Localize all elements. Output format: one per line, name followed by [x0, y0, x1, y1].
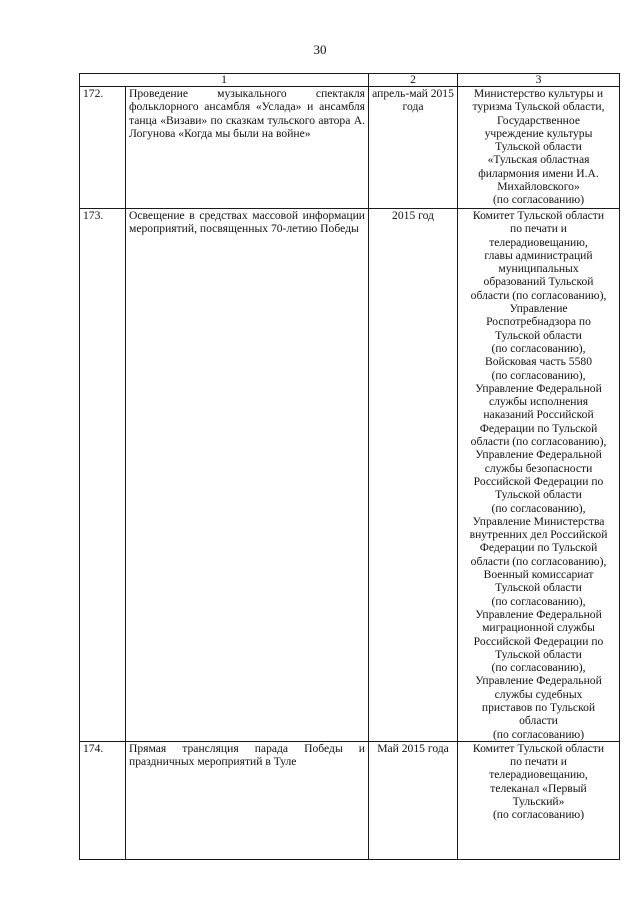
executor-line: (по согласованию), [491, 661, 586, 675]
executor-line: Управление [509, 302, 568, 316]
executor-line: по печати и [510, 755, 568, 769]
executor-line: учреждение культуры [484, 126, 593, 140]
executor-line: Российской Федерации по [473, 474, 604, 488]
executor-line: Михайловского» [497, 180, 580, 194]
executor-line: муниципальных [498, 262, 579, 276]
executor-line: Комитет Тульской области [472, 741, 605, 755]
executor-line: внутренних дел Российской [469, 528, 608, 542]
executor-line: миграционной службы [482, 621, 595, 635]
executor-line: службы судебных [494, 687, 583, 701]
executor-line: (по согласованию), [491, 368, 586, 382]
event-date: 2015 год [369, 209, 458, 742]
executor-line: Войсковая часть 5580 [485, 355, 592, 369]
page-number: 30 [313, 42, 327, 57]
executor-line: филармония имени И.А. [478, 166, 599, 180]
executor-line: (по согласованию), [491, 594, 586, 608]
executor-line: службы исполнения [488, 395, 589, 409]
table-row [80, 741, 620, 859]
executor-line: Военный комиссариат [483, 568, 594, 582]
executor-line: Роспотребнадзора по [486, 315, 591, 329]
executor-line: Управление Федеральной [475, 607, 602, 621]
executor-line: образований Тульской [483, 275, 594, 289]
executor-line: Управление Федеральной [475, 381, 602, 395]
table-row [80, 209, 620, 742]
executor-line: Тульской области [495, 140, 582, 154]
executor-line: телеканал «Первый [490, 781, 587, 795]
row-number: 172. [80, 87, 126, 209]
executor-line: Управление Министерства [472, 514, 605, 528]
executor-line: Государственное [497, 113, 580, 127]
executor-line: службы безопасности [484, 461, 593, 475]
event-date: апрель-май 2015 года [369, 87, 458, 209]
executor-line: (по согласованию), [491, 501, 586, 515]
executor-line: Тульской области [495, 328, 582, 342]
executor-line: Федерации по Тульской [479, 421, 598, 435]
executor-line: наказаний Российской [483, 408, 594, 422]
executor-line: по печати и [510, 222, 568, 236]
event-name: Прямая трансляция парада Победы и праздничных мероприятий в Туле [126, 741, 369, 859]
column-number-1: 1 [80, 74, 369, 87]
executor-line: области (по согласованию), [470, 554, 607, 568]
executor-line: туризма Тульской области, [472, 100, 605, 114]
executor-line: (по согласованию) [492, 727, 585, 741]
column-number-2: 2 [369, 74, 458, 87]
row-number: 174. [80, 741, 126, 859]
executor-line: Тульский» [512, 795, 565, 809]
executor-line: Российской Федерации по [473, 634, 604, 648]
executor-line: «Тульская областная [487, 153, 590, 167]
executor-line: телерадиовещанию, [489, 768, 588, 782]
column-number-row [80, 74, 620, 87]
executor-line: области (по согласованию), [470, 435, 607, 449]
executor-line: приставов по Тульской [481, 700, 596, 714]
executor-line: Тульской области [495, 581, 582, 595]
events-table [79, 73, 620, 860]
executor-line: Тульской области [495, 488, 582, 502]
table-row [80, 87, 620, 209]
column-number-3: 3 [458, 74, 620, 87]
event-executors [458, 87, 620, 209]
executor-line: телерадиовещанию, [489, 235, 588, 249]
executor-line: Тульской области [495, 647, 582, 661]
executor-line: (по согласованию) [492, 808, 585, 822]
row-number: 173. [80, 209, 126, 742]
executor-line: (по согласованию), [491, 341, 586, 355]
executor-line: Министерство культуры и [473, 87, 604, 100]
executor-line: Управление Федеральной [475, 448, 602, 462]
executor-line: Федерации по Тульской [479, 541, 598, 555]
executor-line: (по согласованию) [492, 193, 585, 207]
executor-line: Комитет Тульской области [472, 209, 605, 222]
executor-line: области [519, 714, 558, 728]
event-executors [458, 209, 620, 742]
event-name: Освещение в средствах массовой информации мероприятий, посвященных 70-летию Победы [126, 209, 369, 742]
event-executors [458, 741, 620, 859]
executor-line: главы администраций [484, 248, 593, 262]
event-date: Май 2015 года [369, 741, 458, 859]
event-name: Проведение музыкального спектакля фольклорного ансамбля «Услада» и ансамбля танца «Визави» по сказкам тульского автора А. Логунова «Когда мы были на войне» [126, 87, 369, 209]
executor-line: области (по согласованию), [470, 288, 607, 302]
executor-line: Управление Федеральной [475, 674, 602, 688]
